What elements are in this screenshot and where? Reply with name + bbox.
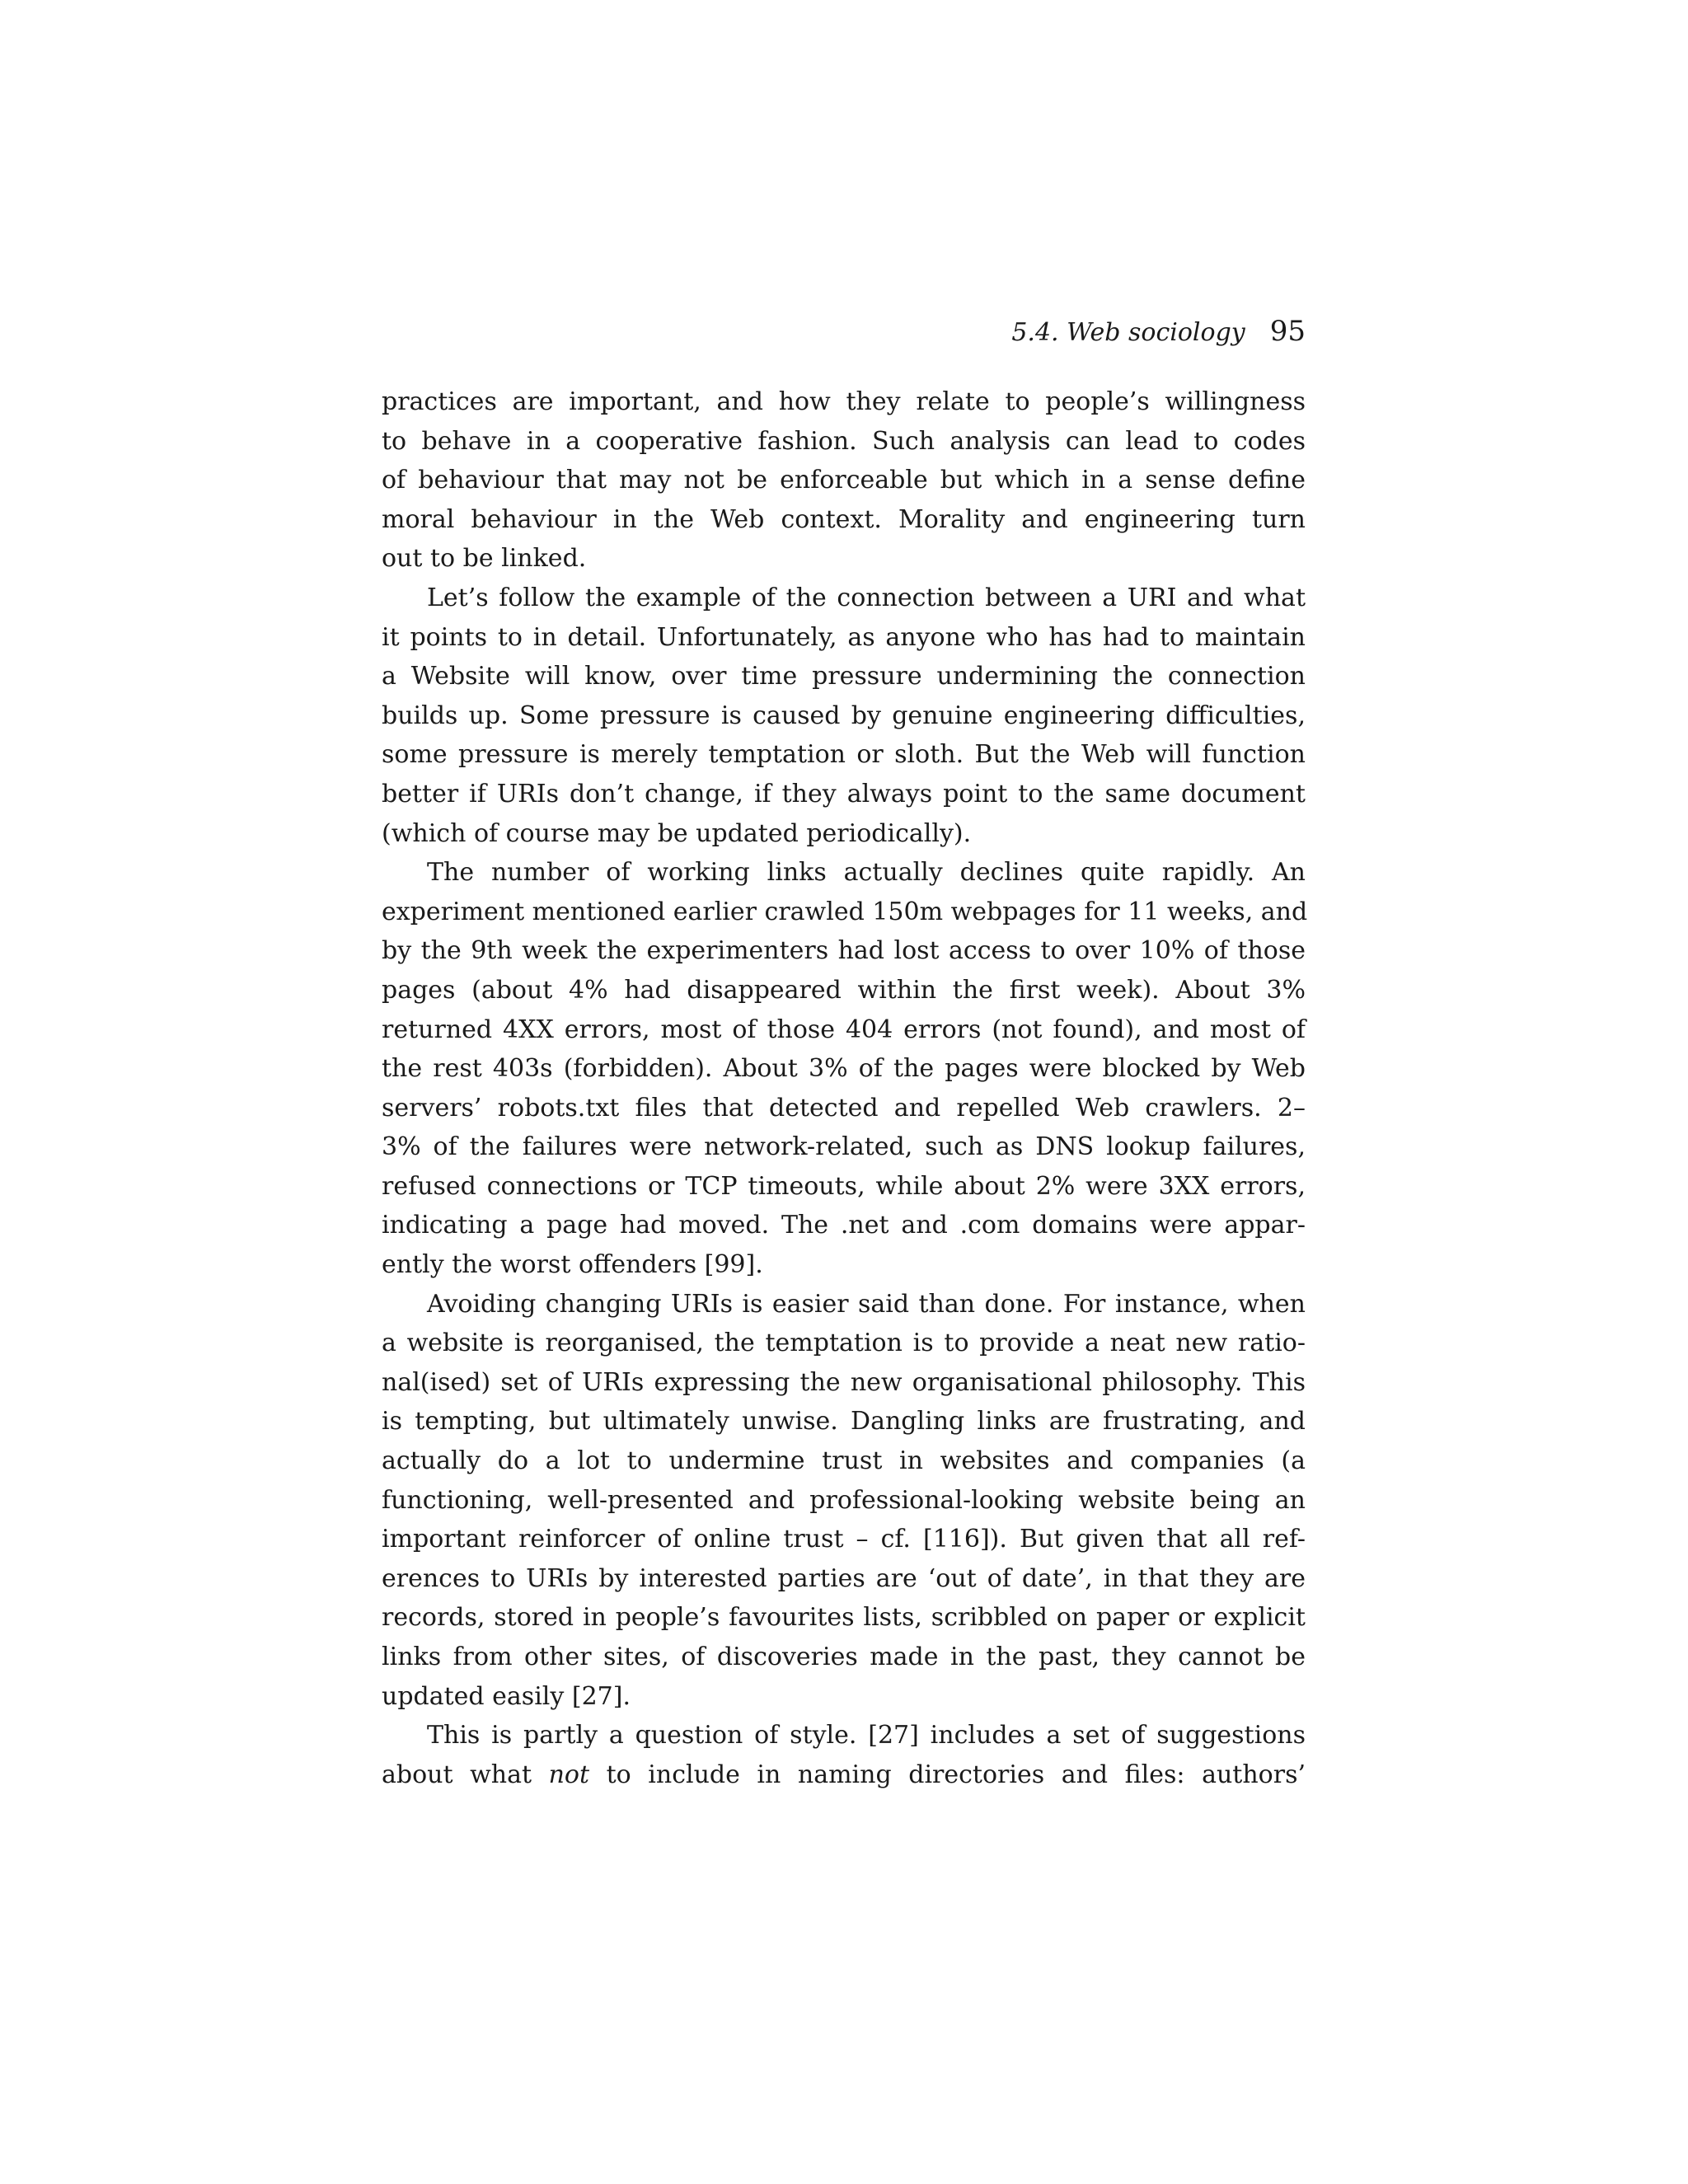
text-line: it points to in detail. Unfortunately, as anyone who has had to maintain [382,622,1306,652]
text-line: Avoiding changing URIs is easier said than done. For instance, when [427,1289,1306,1319]
body-text [382,382,1306,1794]
text-line: a Website will know, over time pressure undermining the connection [382,662,1306,691]
text-line: returned 4XX errors, most of those 404 errors (not found), and most of [382,1015,1306,1044]
running-head-section: 5.4. Web sociology [1011,318,1245,347]
text-line: servers’ robots.txt files that detected and repelled Web crawlers. 2– [382,1093,1306,1122]
text-line: (which of course may be updated periodically). [382,818,972,848]
emphasis: not [548,1760,590,1789]
text-line: Let’s follow the example of the connection between a URI and what [427,583,1306,612]
text-fragment: about what [382,1760,549,1789]
text-line: experiment mentioned earlier crawled 150m webpages for 11 weeks, and [382,897,1308,926]
text-line: The number of working links actually declines quite rapidly. An [427,858,1306,888]
text-line: pages (about 4% had disappeared within the first week). About 3% [382,975,1306,1005]
text-line: nal(ised) set of URIs expressing the new organisational philosophy. This [382,1367,1306,1397]
text-line: by the 9th week the experimenters had lost access to over 10% of those [382,936,1306,966]
text-line [382,1755,1306,1795]
text-line: moral behaviour in the Web context. Morality and engineering turn [382,504,1306,534]
text-line: links from other sites, of discoveries made in the past, they cannot be [382,1643,1306,1671]
text-line: indicating a page had moved. The .net and .com domains were appar- [382,1211,1306,1240]
text-line: some pressure is merely temptation or sloth. But the Web will function [382,740,1306,770]
text-line: functioning, well-presented and professional-looking website being an [382,1485,1306,1515]
text-line: a website is reorganised, the temptation is to provide a neat new ratio- [382,1329,1306,1358]
text-line: ently the worst offenders [99]. [382,1250,763,1280]
text-line: of behaviour that may not be enforceable but which in a sense define [382,466,1306,495]
text-line: to behave in a cooperative fashion. Such analysis can lead to codes [382,426,1306,456]
text-line: practices are important, and how they relate to people’s willingness [382,387,1306,416]
text-line: updated easily [27]. [382,1681,631,1711]
page-number: 95 [1269,315,1306,348]
text-line: important reinforcer of online trust – cf. [116]). But given that all ref- [382,1525,1306,1554]
text-line: out to be linked. [382,544,587,574]
text-line: This is partly a question of style. [27] includes a set of suggestions [427,1721,1306,1750]
text-fragment: to include in naming directories and files: authors’ [589,1760,1306,1789]
text-line: better if URIs don’t change, if they always point to the same document [382,779,1306,808]
text-line: records, stored in people’s favourites lists, scribbled on paper or explicit [382,1603,1306,1633]
text-line: refused connections or TCP timeouts, while about 2% were 3XX errors, [382,1171,1306,1201]
text-line: builds up. Some pressure is caused by genuine engineering difficulties, [382,701,1306,730]
text-line: erences to URIs by interested parties are ‘out of date’, in that they are [382,1563,1306,1593]
text-line: the rest 403s (forbidden). About 3% of the pages were blocked by Web [382,1054,1306,1084]
running-head [382,315,1306,349]
text-line: actually do a lot to undermine trust in websites and companies (a [382,1446,1306,1476]
text-line: is tempting, but ultimately unwise. Dangling links are frustrating, and [382,1407,1306,1436]
text-line: 3% of the failures were network-related, such as DNS lookup failures, [382,1132,1306,1162]
